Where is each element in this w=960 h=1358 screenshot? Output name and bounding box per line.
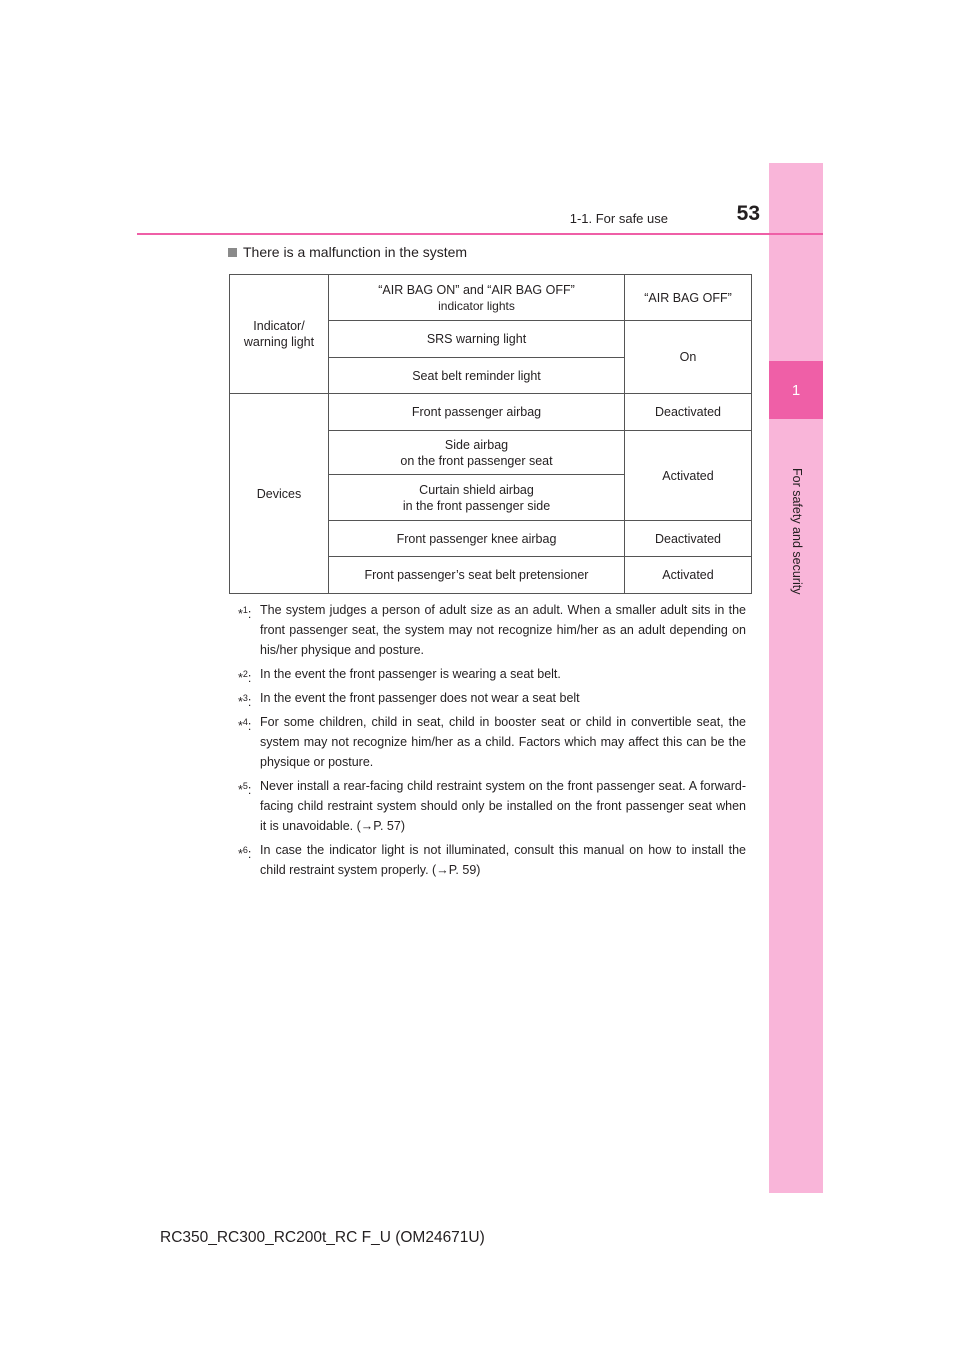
footnote-3 — [238, 688, 746, 708]
document-footer: RC350_RC300_RC200t_RC F_U (OM24671U) — [160, 1229, 485, 1246]
footnote-marker: *$^6$: — [238, 845, 252, 861]
lights-column-header — [329, 275, 625, 321]
footnote-6 — [238, 840, 746, 880]
footnotes — [238, 600, 746, 884]
side-tab — [769, 163, 823, 1193]
section-heading-text: There is a malfunction in the system — [243, 244, 468, 260]
footnote-marker: *$^3$: — [238, 693, 252, 709]
srs-warning-light: SRS warning light — [329, 321, 625, 358]
chapter-number-box[interactable] — [769, 361, 823, 419]
footnote-marker: *$^1$: — [238, 605, 252, 621]
chapter-title: For safety and security — [790, 468, 804, 595]
front-passenger-airbag-status: Deactivated — [625, 394, 752, 431]
indicator-group-label: Indicator/ warning light — [230, 275, 329, 394]
curtain-airbag-line1: Curtain shield airbag — [419, 482, 534, 497]
table-row — [230, 394, 752, 431]
side-curtain-status: Activated — [625, 431, 752, 521]
footnote-text: The system judges a person of adult size as an adult. When a smaller adult sits in the front passenger seat, the system may not recognize him/her as an adult depending on his/her physique and posture. — [260, 603, 746, 657]
section-title: 1-1. For safe use — [569, 211, 668, 226]
table-row — [230, 275, 752, 321]
footnote-text: Never install a rear-facing child restraint system on the front passenger seat. A forward-facing child restraint system should only be installed on the front passenger seat when it is unavoidable. (→P. 57) — [260, 779, 746, 833]
footnote-5 — [238, 776, 746, 836]
knee-airbag: Front passenger knee airbag — [329, 521, 625, 557]
section-heading — [228, 244, 467, 260]
footnote-text: In case the indicator light is not illuminated, consult this manual on how to install the child restraint system properly. (→P. 59) — [260, 843, 746, 877]
devices-group-label: Devices — [230, 394, 329, 594]
side-airbag — [329, 431, 625, 475]
curtain-shield-airbag — [329, 475, 625, 521]
seat-belt-reminder-light: Seat belt reminder light — [329, 358, 625, 394]
side-airbag-line1: Side airbag — [444, 437, 509, 452]
pretensioner-status: Activated — [625, 557, 752, 594]
footnote-marker: *$^5$: — [238, 781, 252, 797]
footnote-marker: *$^2$: — [238, 669, 252, 685]
footnote-marker: *$^4$: — [238, 717, 252, 733]
curtain-airbag-line2: in the front passenger side — [402, 498, 551, 513]
seat-belt-pretensioner: Front passenger’s seat belt pretensioner — [329, 557, 625, 594]
status-column-header: “AIR BAG OFF” — [625, 275, 752, 321]
page-number: 53 — [736, 202, 760, 225]
header-rule — [137, 233, 823, 235]
square-bullet-icon — [228, 248, 237, 257]
footnote-2 — [238, 664, 746, 684]
lights-header-line1: “AIR BAG ON” and “AIR BAG OFF” — [378, 282, 575, 297]
airbag-status-table — [229, 274, 752, 594]
chapter-number: 1 — [791, 381, 801, 399]
knee-airbag-status: Deactivated — [625, 521, 752, 557]
front-passenger-airbag: Front passenger airbag — [329, 394, 625, 431]
indicator-status: On — [625, 321, 752, 394]
footnote-text: For some children, child in seat, child in booster seat or child in convertible seat, the system may not recognize him/her as a child. Factors which may affect this can be the physique or posture. — [260, 715, 746, 769]
footnote-1 — [238, 600, 746, 660]
footnote-4 — [238, 712, 746, 772]
footnote-text: In the event the front passenger does not wear a seat belt — [260, 691, 580, 705]
lights-header-line2: indicator lights — [438, 298, 515, 313]
side-airbag-line2: on the front passenger seat — [400, 453, 553, 468]
footnote-text: In the event the front passenger is wearing a seat belt. — [260, 667, 561, 681]
